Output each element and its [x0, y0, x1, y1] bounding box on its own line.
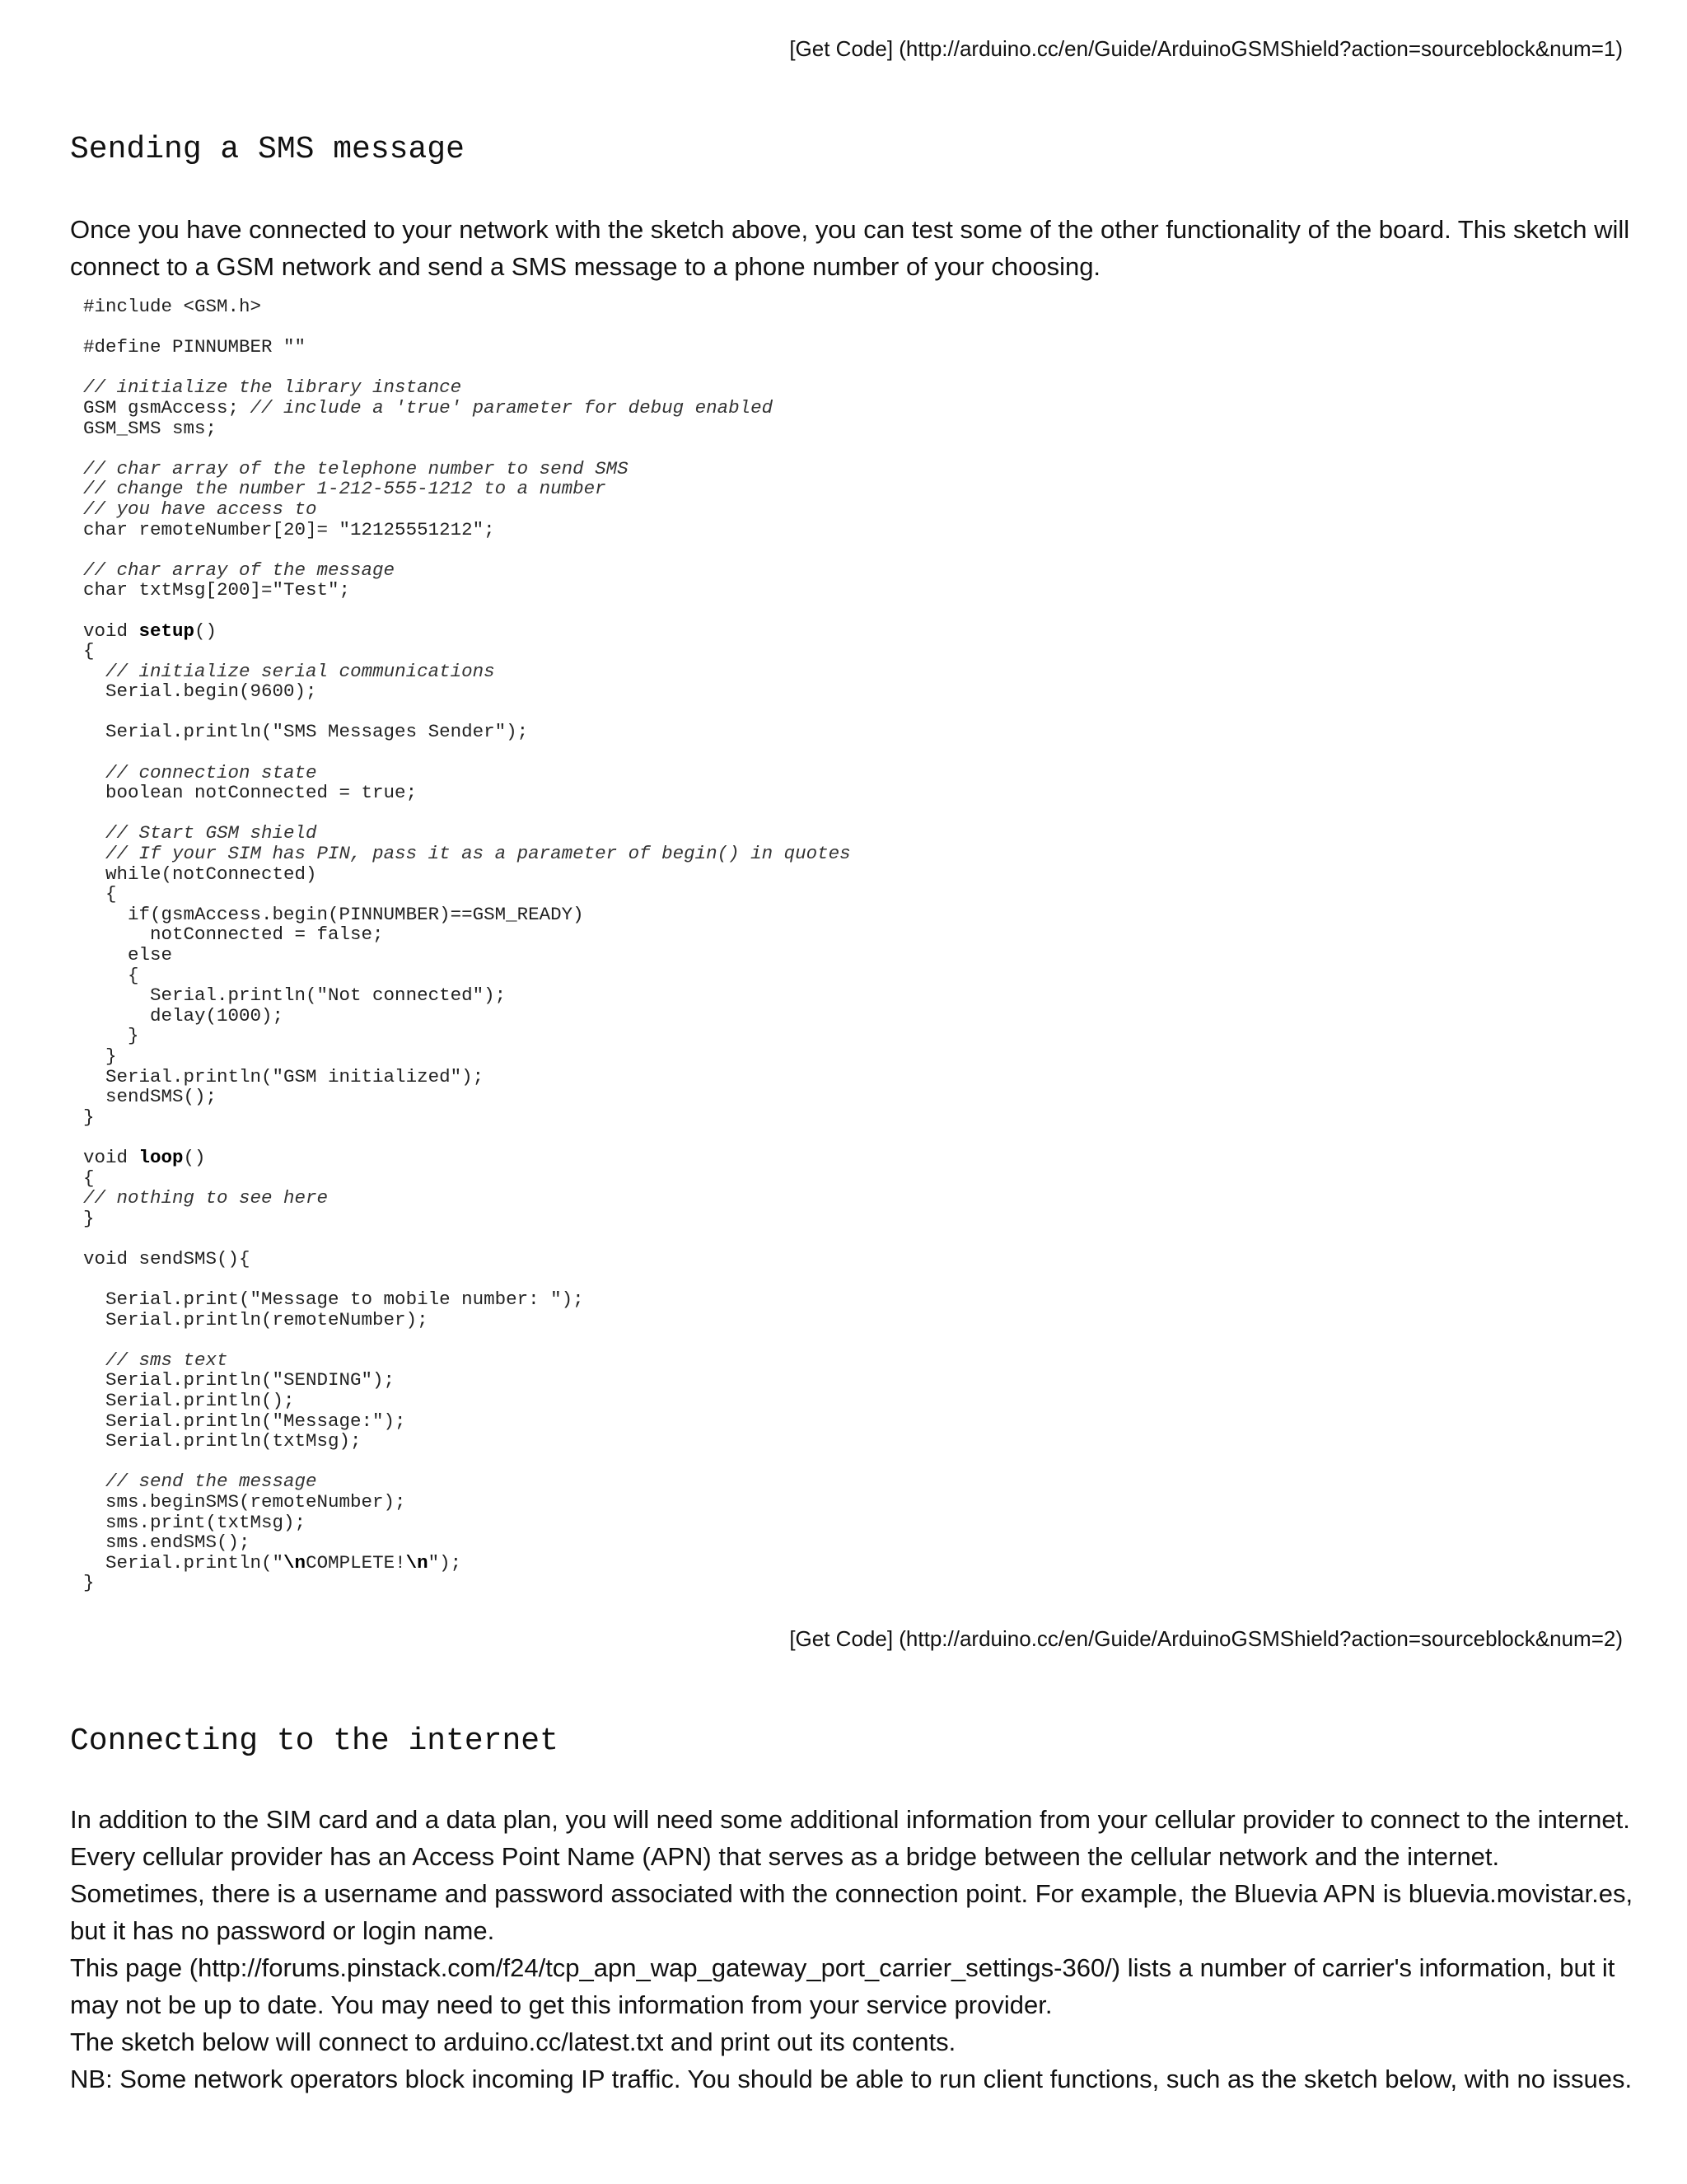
code-line [83, 1025, 139, 1046]
code-line [83, 863, 317, 885]
internet-paragraph-sketch-note: The sketch below will connect to arduino.cc/latest.txt and print out its contents. [70, 2027, 956, 2056]
code-line [83, 478, 606, 499]
code-token: notConnected = false; [83, 924, 384, 946]
code-line [83, 1532, 250, 1553]
code-line [83, 1045, 117, 1067]
code-keyword: setup [138, 620, 195, 642]
code-line [83, 1491, 406, 1513]
code-token: void [83, 1146, 139, 1168]
internet-paragraph-carrier-list: This page (http://forums.pinstack.com/f24/tcp_apn_wap_gateway_port_carrier_settings-360/) lists a number of carrier's information, but it may not be up to date. You may need to get this information from your service provider. [70, 1953, 1615, 2019]
code-token: while(notConnected) [83, 863, 317, 885]
code-token: } [83, 1572, 95, 1594]
code-comment: // include a 'true' parameter for debug enabled [250, 396, 773, 419]
internet-paragraph-apn: In addition to the SIM card and a data plan, you will need some additional information from your cellular provider to connect to the internet. Every cellular provider has an Access Point Name (APN) that serves as a bridge between the cellular network and the internet. Sometimes, there is a username and password associated with the connection point. For example, the Bluevia APN is bluevia.movistar.es, but it has no password or login name. [70, 1805, 1633, 1945]
code-line [83, 904, 584, 925]
code-token: Serial.println("Not connected"); [83, 984, 507, 1007]
code-comment: // initialize the library instance [83, 376, 462, 399]
code-line [83, 1288, 584, 1310]
code-line [83, 1066, 484, 1087]
code-line [83, 519, 495, 540]
code-line [83, 1552, 461, 1574]
internet-text-block [70, 1801, 1635, 2097]
code-line [83, 336, 306, 358]
code-token: sms.beginSMS(remoteNumber); [83, 1491, 406, 1513]
internet-paragraph-nb-note: NB: Some network operators block incoming IP traffic. You should be able to run client functions, such as the sketch below, with no issues. [70, 2065, 1633, 2093]
code-comment: // char array of the message [83, 559, 395, 581]
code-comment: // you have access to [83, 498, 317, 520]
sms-intro-paragraph: Once you have connected to your network with the sketch above, you can test some of the other functionality of the board. This sketch will connect to a GSM network and send a SMS message to a phone number of your choosing. [70, 215, 1630, 281]
code-line [83, 458, 629, 479]
code-line [83, 498, 317, 520]
code-token: void sendSMS(){ [83, 1247, 250, 1270]
code-line [83, 1471, 317, 1492]
code-comment: // nothing to see here [83, 1187, 329, 1209]
code-line [83, 1208, 95, 1229]
code-line [83, 661, 495, 682]
code-line [83, 680, 317, 702]
code-comment: // connection state [105, 761, 317, 783]
get-code-link-1[interactable]: [Get Code] (http://arduino.cc/en/Guide/ArduinoGSMShield?action=sourceblock&num=1) [789, 36, 1623, 61]
code-token: GSM_SMS sms; [83, 417, 217, 439]
code-line [83, 296, 261, 317]
code-line [83, 397, 773, 419]
code-line [83, 1369, 395, 1391]
code-line [83, 1309, 428, 1331]
code-token [83, 661, 105, 682]
section-heading-sending-sms: Sending a SMS message [70, 132, 465, 167]
code-token: { [83, 640, 95, 662]
code-comment: // initialize serial communications [105, 660, 495, 682]
get-code-link-2[interactable]: [Get Code] (http://arduino.cc/en/Guide/ArduinoGSMShield?action=sourceblock&num=2) [789, 1626, 1623, 1651]
code-token: #include <GSM.h> [83, 296, 262, 317]
code-line [83, 1167, 95, 1189]
code-line [83, 1187, 328, 1209]
code-comment: // char array of the telephone number to send SMS [83, 457, 629, 479]
code-line [83, 1349, 228, 1371]
code-token: sendSMS(); [83, 1086, 217, 1108]
code-token: Serial.println("GSM initialized"); [83, 1065, 484, 1087]
code-token: char txtMsg[200]="Test"; [83, 579, 351, 601]
code-token [83, 843, 105, 864]
code-line [83, 721, 528, 742]
code-token: #define PINNUMBER "" [83, 336, 306, 358]
code-token: Serial.println("SMS Messages Sender"); [83, 721, 529, 743]
code-line [83, 944, 172, 966]
code-line [83, 1572, 95, 1593]
code-line [83, 1005, 283, 1027]
code-line [83, 1390, 295, 1411]
code-line [83, 782, 417, 803]
code-token: Serial.begin(9600); [83, 680, 317, 703]
code-line [83, 1512, 306, 1533]
code-token: () [183, 1146, 206, 1168]
code-token: char remoteNumber[20]= "12125551212"; [83, 518, 495, 540]
code-token: () [194, 620, 217, 642]
code-token: GSM gsmAccess; [83, 396, 250, 419]
code-line [83, 1147, 206, 1168]
code-token: if(gsmAccess.begin(PINNUMBER)==GSM_READY) [83, 903, 584, 925]
section-heading-connecting-internet: Connecting to the internet [70, 1723, 558, 1759]
code-token: Serial.println("SENDING"); [83, 1369, 395, 1391]
code-comment: // If your SIM has PIN, pass it as a parameter of begin() in quotes [105, 843, 851, 865]
code-token: } [83, 1207, 95, 1229]
code-line [83, 579, 350, 601]
code-token: sms.endSMS(); [83, 1532, 250, 1554]
code-keyword: loop [138, 1146, 184, 1168]
code-line [83, 1248, 250, 1270]
code-token [83, 762, 105, 783]
code-token: Serial.println(); [83, 1390, 295, 1412]
code-token: Serial.println(txtMsg); [83, 1430, 362, 1452]
code-token: boolean notConnected = true; [83, 782, 418, 804]
sms-sketch-code-block [83, 297, 851, 1593]
code-token [83, 822, 105, 844]
code-token: { [83, 964, 139, 986]
code-line [83, 418, 217, 439]
code-line [83, 376, 461, 398]
code-line [83, 762, 317, 783]
code-token: "); [428, 1551, 462, 1574]
code-line [83, 1086, 217, 1107]
code-comment: // sms text [105, 1349, 228, 1371]
code-token: COMPLETE! [306, 1551, 406, 1574]
code-line [83, 620, 217, 642]
code-token: { [83, 1167, 95, 1189]
code-token: } [83, 1106, 95, 1128]
code-keyword: \n [405, 1551, 428, 1574]
code-token: { [83, 883, 117, 905]
code-line [83, 984, 506, 1006]
code-token: } [83, 1045, 117, 1067]
code-token [83, 1471, 105, 1492]
code-token: delay(1000); [83, 1004, 284, 1027]
code-token: Serial.println(remoteNumber); [83, 1308, 428, 1331]
code-token: else [83, 944, 173, 966]
code-line [83, 1106, 95, 1128]
code-line [83, 822, 317, 844]
code-comment: // Start GSM shield [105, 822, 317, 844]
code-comment: // change the number 1-212-555-1212 to a number [83, 478, 606, 500]
code-keyword: \n [283, 1551, 306, 1574]
code-line [83, 1410, 406, 1432]
code-token: } [83, 1025, 139, 1047]
code-line [83, 843, 851, 864]
code-token: Serial.println("Message:"); [83, 1410, 406, 1432]
code-token: sms.print(txtMsg); [83, 1511, 306, 1533]
code-token: Serial.println(" [83, 1551, 284, 1574]
code-line [83, 883, 117, 905]
code-token: Serial.print("Message to mobile number: "); [83, 1288, 584, 1311]
code-token [83, 1349, 105, 1371]
code-token: void [83, 620, 139, 642]
code-line [83, 965, 139, 986]
code-line [83, 924, 384, 945]
code-comment: // send the message [105, 1471, 317, 1493]
code-line [83, 640, 95, 662]
code-line [83, 1430, 362, 1452]
code-line [83, 559, 395, 581]
